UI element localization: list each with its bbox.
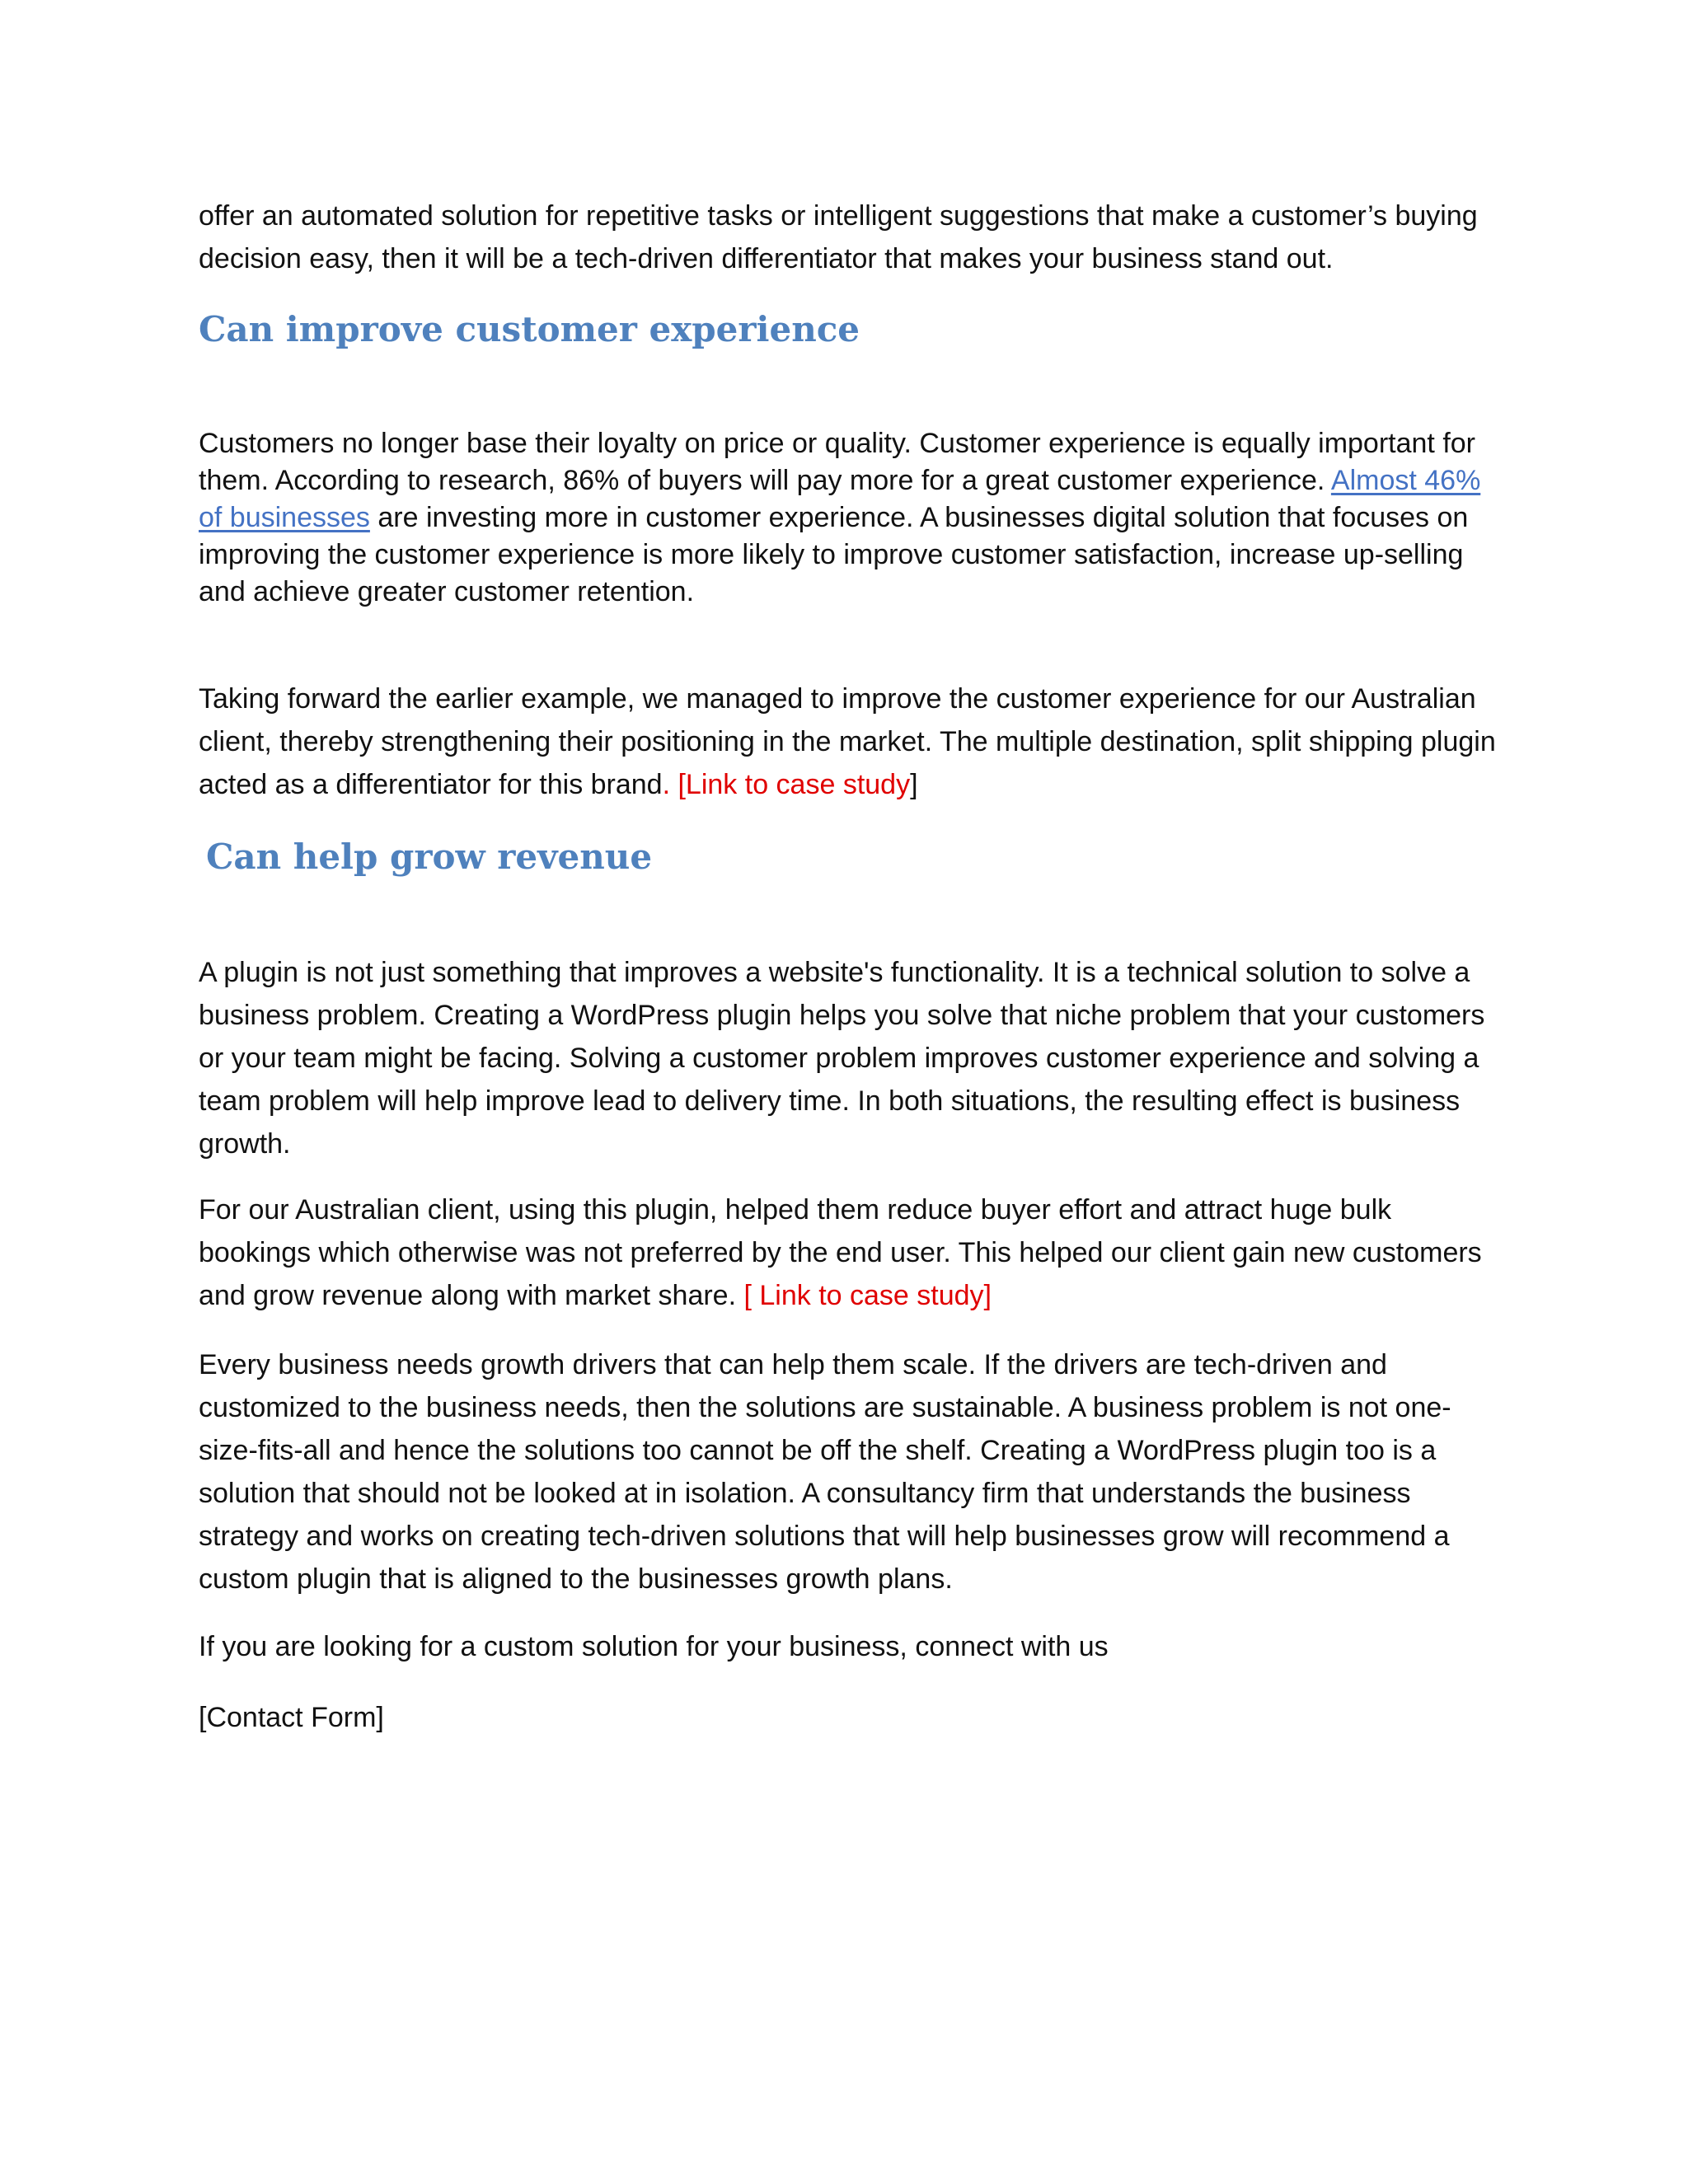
- section-heading-customer-experience: Can improve customer experience: [199, 309, 860, 349]
- contact-form-placeholder: [199, 1696, 1501, 1739]
- contact-form-text[interactable]: [Contact Form]: [199, 1702, 384, 1733]
- custom-solution-paragraph: [199, 1625, 1501, 1668]
- customer-loyalty-text-after: are investing more in customer experience. A businesses digital solution that focuses on improving the customer experience is more likely to improve customer satisfaction, increase up-selling and achieve greater customer retention.: [199, 502, 1469, 607]
- link-to-case-study-placeholder-2[interactable]: [ Link to case study]: [743, 1280, 992, 1311]
- intro-paragraph: [199, 194, 1501, 280]
- customer-loyalty-paragraph: [199, 425, 1501, 611]
- almost-46-percent-link[interactable]: Almost 46% of businesses: [199, 465, 1481, 533]
- bulk-bookings-paragraph: [199, 1188, 1501, 1317]
- growth-drivers-paragraph: [199, 1343, 1501, 1601]
- plugin-solution-text: A plugin is not just something that improves a website's functionality. It is a technical solution to solve a business problem. Creating a WordPress plugin helps you solve that niche problem that your customers or your team might be facing. Solving a customer problem improves customer experience and solving a team problem will help improve lead to delivery time. In both situations, the resulting effect is business growth.: [199, 957, 1485, 1160]
- australian-client-paragraph: [199, 677, 1501, 806]
- intro-text: offer an automated solution for repetitive tasks or intelligent suggestions that make a customer’s buying decision easy, then it will be a tech-driven differentiator that makes your business stand out.: [199, 200, 1478, 274]
- link-to-case-study-placeholder[interactable]: . [Link to case study: [662, 769, 911, 800]
- closing-bracket: ]: [910, 769, 918, 800]
- australian-client-text: Taking forward the earlier example, we managed to improve the customer experience for our Australian client, thereby strengthening their positioning in the market. The multiple destination, split shipping plugin acted as a differentiator for this brand: [199, 683, 1496, 800]
- custom-solution-text: If you are looking for a custom solution for your business, connect with us: [199, 1631, 1109, 1662]
- section-heading-grow-revenue: Can help grow revenue: [206, 837, 653, 877]
- bulk-bookings-text: For our Australian client, using this plugin, helped them reduce buyer effort and attract huge bulk bookings which otherwise was not preferred by the end user. This helped our client gain new customers and grow revenue along with market share.: [199, 1194, 1482, 1311]
- growth-drivers-text: Every business needs growth drivers that can help them scale. If the drivers are tech-driven and customized to the business needs, then the solutions are sustainable. A business problem is not one-size-fits-all and hence the solutions too cannot be off the shelf. Creating a WordPress plugin too is a solution that should not be looked at in isolation. A consultancy firm that understands the business strategy and works on creating tech-driven solutions that will help businesses grow will recommend a custom plugin that is aligned to the businesses growth plans.: [199, 1349, 1451, 1595]
- plugin-solution-paragraph: [199, 951, 1501, 1165]
- customer-loyalty-text-before: Customers no longer base their loyalty on price or quality. Customer experience is equally important for them. According to research, 86% of buyers will pay more for a great customer experience.: [199, 428, 1475, 496]
